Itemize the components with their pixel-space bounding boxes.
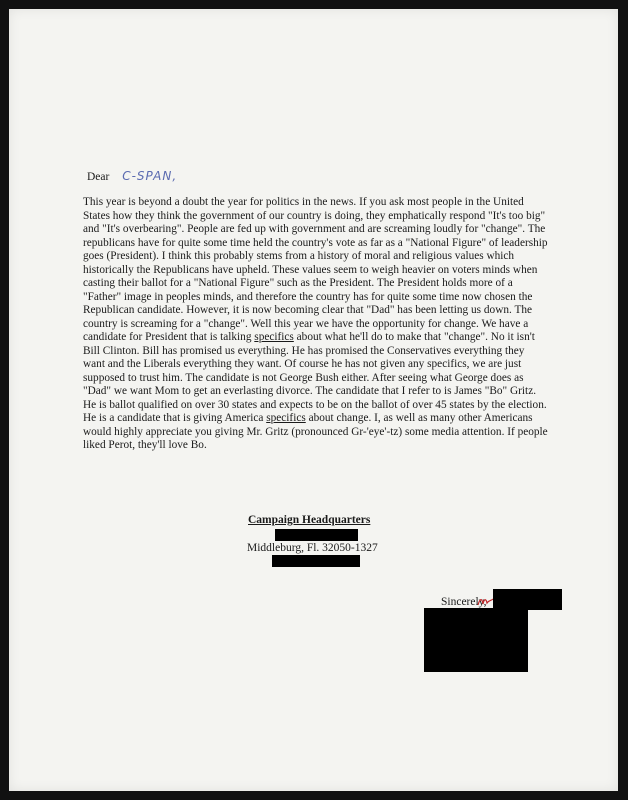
redaction-bar bbox=[275, 529, 358, 541]
salutation-text: Dear bbox=[87, 171, 110, 183]
redaction-block bbox=[424, 608, 528, 672]
body-part-3: about change. I, as well as many other Americans would highly appreciate you giving Mr. Gritz (pronounced Gr-'eye'-tz) some media attention. If people liked Perot, they'll love Bo. bbox=[83, 412, 548, 451]
letter-body bbox=[83, 196, 548, 453]
underlined-word-1: specifics bbox=[254, 331, 294, 343]
body-part-2: about what he'll do to make that "change". No it isn't Bill Clinton. Bill has promised us everything. He has promised the Conservatives everything they want and the Liberals everything they want. Of course he has not given any specifics, we are just supposed to trust him. The candidate is not George Bush either. After seeing what George does as "Dad" we want Mom to get an everlasting divorce. The candidate that I refer to is James "Bo" Gritz. He is ballot qualified on over 30 states and expects to be on the ballot of over 45 states by the election. He is a candidate that is giving America bbox=[83, 331, 547, 424]
handwritten-recipient: C-SPAN, bbox=[122, 169, 178, 183]
address-line: Middleburg, Fl. 32050-1327 bbox=[247, 542, 378, 554]
campaign-headquarters-heading: Campaign Headquarters bbox=[248, 514, 371, 526]
underlined-word-2: specifics bbox=[266, 412, 306, 424]
closing: Sincerely, bbox=[441, 596, 487, 608]
salutation bbox=[87, 169, 177, 183]
redaction-bar bbox=[272, 555, 360, 567]
redaction-bar bbox=[493, 589, 562, 610]
body-part-1: This year is beyond a doubt the year for politics in the news. If you ask most people in the United States how they think the government of our country is doing, they emphatically respond "It's too big" and "It's overbearing". People are fed up with government and are screaming loudly for "change". The republicans have for quite some time held the country's vote as far as a "National Figure" of leadership goes (President). I think this probably stems from a history of moral and religious values which historically the Republicans have upheld. These values seem to weigh heavier on voters minds when casting their ballot for a "National Figure" such as the President. The President holds more of a "Father" image in peoples minds, and therefore the country has for quite some time now chosen the Republican candidate. However, it is now becoming clear that "Dad" has been letting us down. The country is screaming for a "change". Well this year we have the opportunity for change. We have a candidate for President that is talking bbox=[83, 196, 548, 343]
